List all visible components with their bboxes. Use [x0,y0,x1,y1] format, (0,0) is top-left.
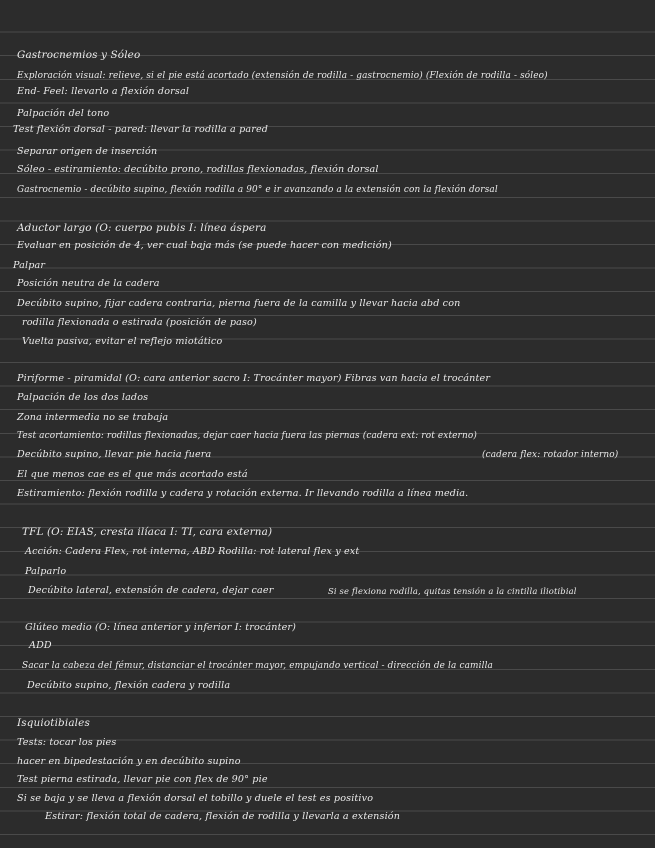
note-line: Separar origen de inserción [17,146,158,157]
note-line: Palparlo [25,566,67,577]
note-line: rodilla flexionada o estirada (posición de paso) [22,317,257,328]
note-line: Vuelta pasiva, evitar el reflejo miotático [22,336,223,347]
note-line: Palpación de los dos lados [17,392,149,403]
note-line: Decúbito supino, fijar cadera contraria, pierna fuera de la camilla y llevar hacia abd con [17,298,461,309]
section-title-gluteo: Glúteo medio (O: línea anterior y inferior I: trocánter) [25,622,297,633]
note-line: Test flexión dorsal - pared: llevar la rodilla a pared [13,124,269,135]
note-line: ADD [29,640,52,651]
note-line: Palpación del tono [17,108,110,119]
note-line: Estirar: flexión total de cadera, flexión de rodilla y llevarla a extensión [45,811,401,822]
note-line: Zona intermedia no se trabaja [17,412,169,423]
note-line: Si se baja y se lleva a flexión dorsal el tobillo y duele el test es positivo [17,793,374,804]
note-line: Decúbito supino, llevar pie hacia fuera [17,449,212,460]
note-line: Si se flexiona rodilla, quitas tensión a la cintilla iliotibial [328,586,577,596]
note-line: Test acortamiento: rodillas flexionadas, dejar caer hacia fuera las piernas (cadera ext: rot externo) [17,431,477,441]
section-title-aductor: Aductor largo (O: cuerpo pubis I: línea áspera [17,222,267,234]
note-line: hacer en bipedestación y en decúbito supino [17,756,241,767]
note-line: (cadera flex: rotador interno) [482,450,619,460]
section-title-piriforme: Piriforme - piramidal (O: cara anterior sacro I: Trocánter mayor) Fibras van hacia el trocánter [17,373,491,384]
note-line: Test pierna estirada, llevar pie con flex de 90° pie [17,774,268,785]
note-line: Decúbito supino, flexión cadera y rodilla [27,680,231,691]
note-line: Posición neutra de la cadera [17,278,160,289]
section-title-tfl: TFL (O: EIAS, cresta ilíaca I: TI, cara externa) [22,526,273,538]
note-line: Acción: Cadera Flex, rot interna, ABD Rodilla: rot lateral flex y ext [25,546,360,557]
note-line: Palpar [13,260,46,271]
note-line: El que menos cae es el que más acortado está [17,469,248,480]
note-line: Evaluar en posición de 4, ver cual baja más (se puede hacer con medición) [17,240,392,251]
note-line: Gastrocnemio - decúbito supino, flexión rodilla a 90° e ir avanzando a la extensión con la flexión dorsal [17,185,498,195]
note-line: Sacar la cabeza del fémur, distanciar el trocánter mayor, empujando vertical - dirección de la camilla [22,661,493,671]
section-title-isquiotibiales: Isquiotibiales [17,717,90,729]
note-line: End- Feel: llevarlo a flexión dorsal [17,86,190,97]
section-title-gastrocnemios: Gastrocnemios y Sóleo [17,49,141,61]
note-line: Tests: tocar los pies [17,737,117,748]
note-line: Exploración visual: relieve, si el pie está acortado (extensión de rodilla - gastrocnemio) (Flexión de rodilla - sóleo) [17,71,548,81]
note-line: Decúbito lateral, extensión de cadera, dejar caer [28,585,274,596]
note-line: Estiramiento: flexión rodilla y cadera y rotación externa. Ir llevando rodilla a línea media. [17,488,469,499]
note-line: Sóleo - estiramiento: decúbito prono, rodillas flexionadas, flexión dorsal [17,164,379,175]
